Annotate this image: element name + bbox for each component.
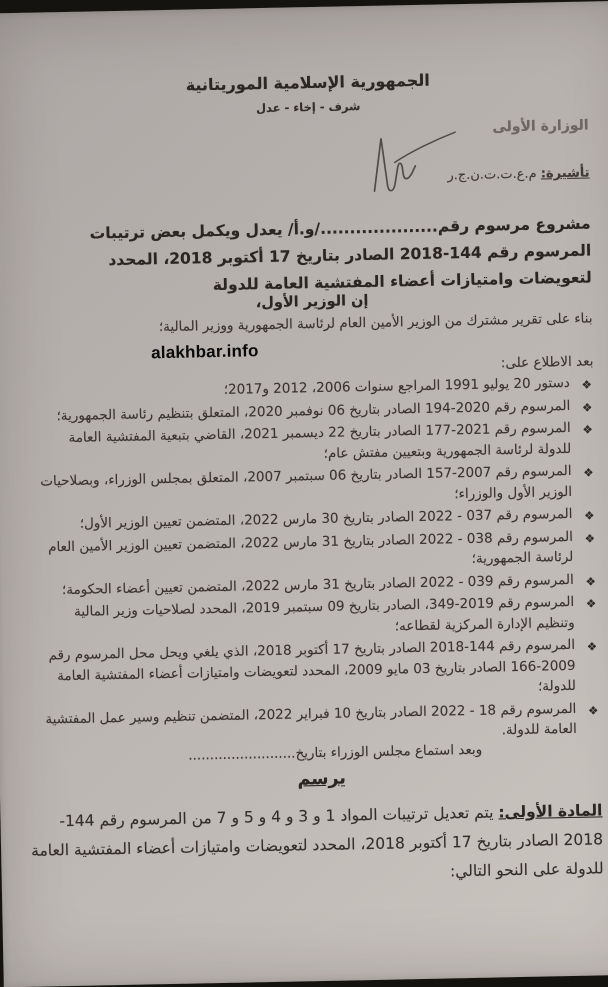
decrees-heading: يرسم <box>297 768 347 790</box>
consideration-item <box>39 634 600 707</box>
article-one <box>28 796 604 895</box>
visa-line <box>30 165 590 191</box>
ministry-name: الوزارة الأولى <box>492 117 589 136</box>
consideration-text: المرسوم رقم 2019-349، الصادر بتاريخ 09 سبتمبر 2019، المحدد لصلاحيات وزير المالية وتنظيم الإدارة المركزية لقطاعه؛ <box>73 593 575 634</box>
salutation-prime-minister: إن الوزير الأول، <box>255 292 369 312</box>
national-motto: شرف - إخاء - عدل <box>255 99 361 116</box>
consideration-text: المرسوم رقم ‎2022 - 18‎ الصادر بتاريخ 10 فبراير 2022، المتضمن تنظيم وسير عمل المفتشية العامة للدولة. <box>45 700 577 739</box>
diamond-bullet-icon: ❖ <box>582 422 593 437</box>
country-title: الجمهورية الإسلامية الموريتانية <box>185 70 430 95</box>
diamond-bullet-icon: ❖ <box>584 530 596 546</box>
consideration-text: المرسوم رقم 144-2018 الصادر بتاريخ 17 أكتوبر 2018، الذي يلغي ويحل محل المرسوم رقم 2009-166 الصادر بتاريخ 03 مايو 2009، المحدد لتعويضات وامتيازات أعضاء المفتشية العامة للدولة؛ <box>48 636 577 695</box>
diamond-bullet-icon: ❖ <box>587 702 599 718</box>
consideration-text: المرسوم رقم 2021-177 الصادر بتاريخ 22 ديسمبر 2021، القاضي بتبعية المفتشية العامة للدولة لرئاسة الجمهورية وبتعيين مفتش عام؛ <box>68 419 572 462</box>
decree-draft-title: مشروع مرسوم رقم..................../و.أ/ يعدل ويكمل بعض ترتيبات المرسوم رقم 144-2018 الصادر بتاريخ 17 أكتوبر 2018، المحدد لتعويضات وامتيازات أعضاء المفتشية العامة للدولة <box>89 214 592 295</box>
diamond-bullet-icon: ❖ <box>586 639 598 654</box>
council-hearing-line: وبعد استماع مجلس الوزراء بتاريخ......................... <box>188 741 483 764</box>
considerations-list <box>34 372 601 752</box>
handwritten-signature <box>367 128 462 200</box>
visa-code: م.ع.ت.ت.ن.ج.ر <box>447 166 537 184</box>
joint-report-line: بناء على تقرير مشترك من الوزير الأمين العام لرئاسة الجمهورية ووزير المالية؛ <box>158 310 593 336</box>
visa-label: تأشيرة: <box>540 165 590 182</box>
diamond-bullet-icon: ❖ <box>585 573 596 589</box>
diamond-bullet-icon: ❖ <box>581 377 592 392</box>
consideration-text: المرسوم رقم ‎2022 - 037‎ الصادر بتاريخ 30 مارس 2022، المتضمن تعيين الوزير الأول؛ <box>79 505 573 532</box>
article-one-text: يتم تعديل ترتيبات المواد 1 و 3 و 4 و 5 و 7 من المرسوم رقم 144-2018 الصادر بتاريخ 17 أكتوبر 2018، المحدد لتعويضات وامتيازات أعضاء المفتشية العامة للدولة على النحو التالي: <box>31 803 604 881</box>
diamond-bullet-icon: ❖ <box>585 596 597 611</box>
consideration-text: المرسوم رقم ‎2022 - 038‎ الصادر بتاريخ 31 مارس 2022، المتضمن تعيين الوزير الأمين العام لرئاسة الجمهورية؛ <box>47 528 574 567</box>
diamond-bullet-icon: ❖ <box>583 465 594 480</box>
document-content <box>26 2 605 987</box>
consideration-text: دستور 20 يوليو 1991 المراجع سنوات 2006، 2012 و2017؛ <box>223 374 570 398</box>
alakhbar-watermark: alakhbar.info <box>150 341 259 363</box>
diamond-bullet-icon: ❖ <box>584 508 595 523</box>
considering-label: بعد الاطلاع على: <box>500 353 594 372</box>
diamond-bullet-icon: ❖ <box>581 399 593 415</box>
paper-sheet <box>0 1 608 987</box>
consideration-text: المرسوم رقم 2007-157 الصادر بتاريخ 06 سبتمبر 2007، المتعلق بمجلس الوزراء، وبصلاحيات الوزير الأول والوزراء؛ <box>40 462 573 502</box>
article-one-label: المادة الأولى: <box>498 801 603 822</box>
consideration-text: المرسوم رقم ‎2022 - 039‎ الصادر بتاريخ 31 مارس 2022، المتضمن تعيين أعضاء الحكومة؛ <box>61 571 574 598</box>
consideration-text: المرسوم رقم 2020-194 الصادر بتاريخ 06 نوفمبر 2020، المتعلق بتنظيم رئاسة الجمهورية؛ <box>56 397 571 424</box>
